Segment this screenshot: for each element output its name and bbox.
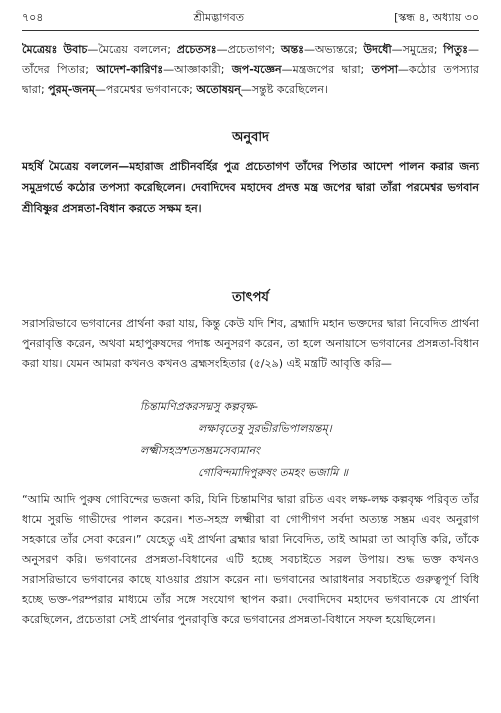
purport-intro: সরাসরিভাবে ভগবানের প্রার্থনা করা যায়, কিন্তু কেউ যদি শিব, ব্রহ্মাদি মহান ভক্তদের দ্বারা নিবেদিত প্রার্থনা পুনরাবৃত্তি করেন, অথবা মহাপুরুষদের পদাঙ্ক অনুসরণ করেন, তা হলে অনায়াসে ভগবানের প্রসন্নতা-বিধান করা যায়। যেমন আমরা কখনও কখনও ব্রহ্মসংহিতার (৫/২৯) এই মন্ত্রটি আবৃত্তি করি—	[22, 317, 479, 370]
gloss-term: পিতুঃ	[443, 43, 469, 56]
word-gloss	[22, 40, 479, 100]
verse-line: চিন্তামণিপ্রকরসদ্মসু কল্পবৃক্ষ-	[140, 400, 258, 413]
translation-text: মহর্ষি মৈত্রেয় বললেন—মহারাজ প্রাচীনবর্হির পুত্র প্রচেতাগণ তাঁদের পিতার আদেশ পালন করার জন্য সমুদ্রগর্ভে কঠোর তপস্যা করেছিলেন। দেবাদিদেব মহাদেব প্রদত্ত মন্ত্র জপের দ্বারা তাঁরা পরমেশ্বর ভগবান শ্রীবিষ্ণুর প্রসন্নতা-বিধান করতে সক্ষম হন।	[22, 160, 479, 215]
gloss-term: প্রচেতসঃ	[176, 43, 217, 56]
verse-line: লক্ষাবৃতেষু সুরভীরভিপালয়ন্তম্।	[198, 422, 332, 435]
book-title: শ্রীমদ্ভাগবত	[193, 10, 244, 24]
gloss-meaning: —মৈত্রেয় বললেন;	[87, 43, 177, 56]
translation-heading: অনুবাদ	[232, 130, 269, 145]
verse-line: লক্ষ্মীসহস্রশতসম্ভ্রমসেব্যমানং	[140, 444, 260, 457]
header-rule	[22, 30, 479, 31]
gloss-term: পুরম্-জনম্	[48, 83, 95, 96]
gloss-term: মৈত্রেয়ঃ উবাচ	[22, 43, 88, 56]
gloss-term: জপ-যজ্ঞেন	[231, 63, 282, 76]
gloss-meaning: —কঠোর তপস্যার দ্বারা;	[22, 63, 479, 96]
verse-line: গোবিন্দমাদিপুরুষং তমহং ভজামি ॥	[198, 466, 348, 479]
gloss-meaning: —সন্তুষ্ট করেছিলেন।	[240, 83, 328, 96]
gloss-term: তপসা	[371, 63, 398, 76]
gloss-term: আদেশ-কারিণঃ	[96, 63, 164, 76]
purport-body: “আমি আদি পুরুষ গোবিন্দের ভজনা করি, যিনি চিন্তামণির দ্বারা রচিত এবং লক্ষ-লক্ষ কল্পবৃক্ষ পরিবৃত তাঁর ধামে সুরভি গাভীদের পালন করেন। শত-সহস্র লক্ষ্মীরা বা গোপীগণ সর্বদা অত্যন্ত সম্ভ্রম এবং অনুরাগ সহকারে তাঁর সেবা করেন।” যেহেতু এই প্রার্থনা ব্রহ্মার দ্বারা নিবেদিত, তাই আমরা তা আবৃত্তি করি, তাঁকে অনুসরণ করি। ভগবানের প্রসন্নতা-বিধানের এটি হচ্ছে সবচাইতে সরল উপায়। শুদ্ধ ভক্ত কখনও সরাসরিভাবে ভগবানের কাছে যাওয়ার প্রয়াস করেন না। ভগবানের আরাধনার সবচাইতে গুরুত্বপূর্ণ বিধি হচ্ছে ভক্ত-পরম্পরার মাধ্যমে তাঁর সঙ্গে সংযোগ স্থাপন করা। দেবাদিদেব মহাদেব ভগবানকে যে প্রার্থনা করেছিলেন, প্রচেতারা সেই প্রার্থনার পুনরাবৃত্তি করে ভগবানের প্রসন্নতা-বিধানে সফল হয়েছিলেন।	[22, 493, 479, 626]
purport-heading: তাৎপর্য	[232, 290, 269, 305]
gloss-meaning: —আজ্ঞাকারী;	[163, 63, 232, 76]
gloss-meaning: —অভ্যন্তরে;	[304, 43, 364, 56]
page-number: ৭০৪	[22, 10, 44, 24]
gloss-term: উদধৌ	[363, 43, 392, 56]
gloss-term: অন্তঃ	[281, 43, 305, 56]
gloss-meaning: —মন্ত্রজপের দ্বারা;	[281, 63, 372, 76]
chapter-reference: [স্কন্ধ ৪, অধ্যায় ৩০	[394, 10, 479, 24]
gloss-term: অতোষয়ন্	[196, 83, 241, 96]
gloss-meaning: —সমুদ্রের;	[391, 43, 444, 56]
page-header	[22, 8, 479, 28]
gloss-meaning: —তাঁদের পিতার;	[22, 43, 480, 76]
sanskrit-verse	[140, 396, 470, 484]
gloss-meaning: —প্রচেতাগণ;	[216, 43, 282, 56]
gloss-meaning: —পরমেশ্বর ভগবানকে;	[94, 83, 197, 96]
